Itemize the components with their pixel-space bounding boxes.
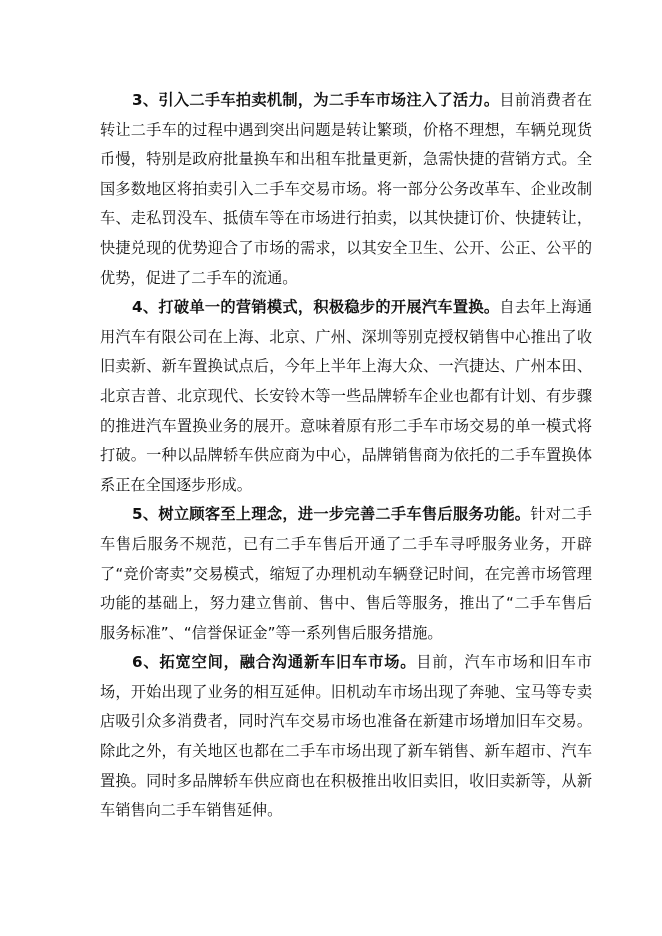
- paragraph-body: 目前，汽车市场和旧车市场，开始出现了业务的相互延伸。旧机动车市场出现了奔驰、宝马等专卖店吸引众多消费者，同时汽车交易市场也准备在新建市场增加旧车交易。除此之外，有关地区也都在二手车市场出现了新车销售、新车超市、汽车置换。同时多品牌轿车供应商也在积极推出收旧卖旧，收旧卖新等，从新车销售向二手车销售延伸。: [100, 653, 592, 820]
- paragraph-5: [100, 500, 592, 648]
- paragraph-body: 自去年上海通用汽车有限公司在上海、北京、广州、深圳等别克授权销售中心推出了收旧卖新、新车置换试点后，今年上半年上海大众、一汽捷达、广州本田、北京吉普、北京现代、长安铃木等一些品牌轿车企业也都有计划、有步骤的推进汽车置换业务的展开。意味着原有形二手车市场交易的单一模式将打破。一种以品牌轿车供应商为中心，品牌销售商为依托的二手车置换体系正在全国逐步形成。: [100, 298, 593, 494]
- paragraph-heading: 4、打破单一的营销模式，积极稳步的开展汽车置换。: [132, 298, 500, 317]
- paragraph-4: [100, 293, 592, 500]
- paragraph-3: [100, 86, 592, 293]
- paragraph-body: 目前消费者在转让二手车的过程中遇到突出问题是转让繁琐，价格不理想，车辆兑现货币慢，特别是政府批量换车和出租车批量更新，急需快捷的营销方式。全国多数地区将拍卖引入二手车交易市场。将一部分公务改革车、企业改制车、走私罚没车、抵债车等在市场进行拍卖，以其快捷订价、快捷转让，快捷兑现的优势迎合了市场的需求，以其安全卫生、公开、公正、公平的优势，促进了二手车的流通。: [100, 91, 593, 287]
- paragraph-heading: 3、引入二手车拍卖机制，为二手车市场注入了活力。: [132, 91, 500, 109]
- paragraph-heading: 6、拓宽空间，融合沟通新车旧车市场。: [132, 653, 417, 672]
- paragraph-body: 针对二手车售后服务不规范，已有二手车售后开通了二手车寻呼服务业务，开辟了“竞价寄卖”交易模式，缩短了办理机动车辆登记时间，在完善市场管理功能的基础上，努力建立售前、售中、售后等服务，推出了“二手车售后服务标准”、“信誉保证金”等一系列售后服务措施。: [100, 505, 592, 642]
- paragraph-heading: 5、树立顾客至上理念，进一步完善二手车售后服务功能。: [132, 505, 531, 524]
- paragraph-6: [100, 648, 592, 826]
